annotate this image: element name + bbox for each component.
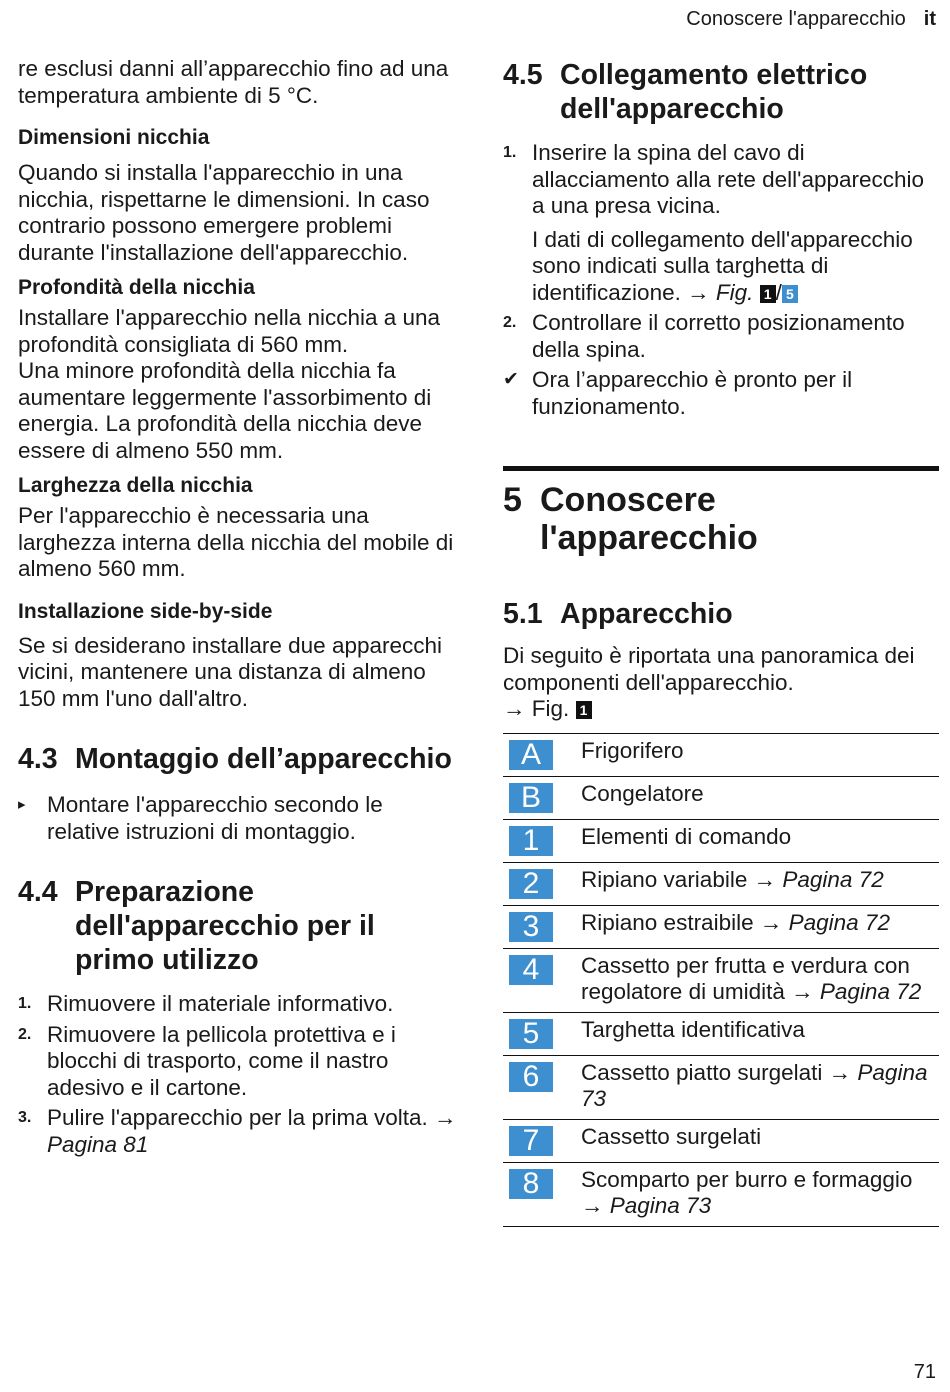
header-language: it (923, 8, 936, 30)
component-badge: 4 (509, 955, 553, 985)
component-badge: 7 (509, 1126, 553, 1156)
component-row (503, 949, 939, 1013)
component-description (581, 1017, 805, 1049)
chapter-rule (503, 466, 939, 471)
component-row (503, 1163, 939, 1227)
component-row (503, 1120, 939, 1163)
niche-dimensions-text: Quando si installa l'apparecchio in una nicchia, rispettarne le dimensioni. In caso contrario possono emergere problemi durante l'installazione dell'apparecchio. (18, 160, 430, 265)
figure-reference-link[interactable]: → Fig. (687, 279, 754, 305)
component-badge: 8 (509, 1169, 553, 1199)
step-item (503, 310, 939, 363)
niche-width-text: Per l'apparecchio è necessaria una larghezza interna della nicchia del mobile di almeno 560 mm. (18, 503, 454, 581)
step-text: Controllare il corretto posizionamento della spina. (532, 310, 905, 362)
section-number: 4.5 (503, 59, 543, 91)
page-reference-link[interactable]: → Pagina 72 (791, 979, 922, 1004)
component-badge: 1 (509, 826, 553, 856)
figure-separator: / (775, 279, 782, 305)
preparation-steps (18, 991, 458, 1158)
side-by-side-text: Se si desiderano installare due apparecchi vicini, mantenere una distanza di almeno 150 mm l'uno dall'altro. (18, 632, 443, 711)
page-reference-link[interactable]: → Pagina 72 (753, 866, 884, 892)
component-row (503, 1013, 939, 1056)
overview-intro-text: Di seguito è riportata una panoramica dei componenti dell'apparecchio. (503, 643, 915, 695)
component-badge: B (509, 783, 553, 813)
result-text: Ora l’apparecchio è pronto per il funzionamento. (532, 367, 853, 419)
components-table (503, 733, 939, 1227)
heading-chapter-5 (503, 481, 939, 557)
component-description (581, 781, 704, 813)
component-row (503, 820, 939, 863)
niche-depth-text: Installare l'apparecchio nella nicchia a una profondità consigliata di 560 mm. (18, 305, 441, 357)
step-item (18, 1105, 458, 1158)
component-description (581, 1167, 939, 1220)
component-badge: 2 (509, 869, 553, 899)
step-text: Pulire l'apparecchio per la prima volta. (47, 1105, 428, 1130)
section-number: 4.3 (18, 743, 58, 775)
step-text: Inserire la spina del cavo di allacciamento alla rete dell'apparecchio a una presa vicina. (532, 140, 925, 218)
page-reference-link[interactable]: → Pagina 81 (47, 1105, 457, 1157)
page-reference-link[interactable]: → Pagina 73 (581, 1059, 928, 1111)
step-subtext-text: I dati di collegamento dell'apparecchio sono indicati sulla targhetta di identificazione. (532, 226, 913, 305)
component-name: Scomparto per burro e formaggio (581, 1166, 913, 1192)
section-number: 4.4 (18, 876, 58, 908)
left-column (18, 56, 458, 1158)
component-description (581, 1124, 761, 1156)
component-description (581, 910, 890, 942)
section-title: Preparazione dell'apparecchio per il primo utilizzo (75, 876, 375, 976)
step-number: 3. (18, 1109, 32, 1126)
heading-niche-depth: Profondità della nicchia (18, 276, 255, 299)
component-description (581, 867, 884, 899)
heading-section-4-3 (18, 742, 458, 776)
component-row (503, 1056, 939, 1120)
triangle-bullet-icon: ▸ (18, 796, 26, 813)
step-item (503, 140, 939, 306)
component-description (581, 1060, 939, 1113)
heading-section-4-4 (18, 875, 458, 977)
figure-reference-link[interactable]: → Fig. (503, 696, 570, 721)
result-item (503, 367, 939, 420)
component-description (581, 824, 791, 856)
heading-niche-width: Larghezza della nicchia (18, 474, 253, 497)
component-description (581, 953, 939, 1006)
instruction-text: Montare l'apparecchio secondo le relative istruzioni di montaggio. (47, 792, 383, 844)
component-badge: 6 (509, 1062, 553, 1092)
chapter-title: Conoscere l'apparecchio (540, 481, 758, 557)
step-text-wrap (47, 1105, 458, 1158)
component-name: Congelatore (581, 780, 704, 806)
header-section-title: Conoscere l'apparecchio (686, 8, 906, 30)
step-number: 2. (18, 1025, 32, 1043)
figure-badge: 1 (576, 701, 592, 719)
component-row (503, 906, 939, 949)
page-number: 71 (913, 1361, 936, 1383)
component-row (503, 734, 939, 777)
heading-section-4-5 (503, 58, 939, 126)
section-title: Apparecchio (560, 598, 733, 630)
component-name: Ripiano estraibile (581, 909, 754, 935)
component-name: Cassetto piatto surgelati (581, 1059, 823, 1085)
heading-section-5-1 (503, 597, 939, 631)
component-name: Cassetto per frutta e verdura con regolatore di umidità (581, 952, 910, 1004)
figure-badge: 1 (760, 285, 776, 303)
component-name: Elementi di comando (581, 823, 792, 849)
figure-badge: 5 (782, 285, 798, 303)
component-badge: 3 (509, 912, 553, 942)
right-column (503, 58, 939, 1227)
component-row (503, 777, 939, 820)
running-header (686, 8, 936, 31)
section-title: Collegamento elettrico dell'apparecchio (560, 59, 868, 125)
step-number: 1. (18, 995, 32, 1012)
step-text: Rimuovere il materiale informativo. (47, 991, 394, 1016)
component-row (503, 863, 939, 906)
component-name: Ripiano variabile (581, 866, 748, 892)
connection-steps (503, 140, 939, 420)
component-badge: 5 (509, 1019, 553, 1049)
heading-side-by-side: Installazione side-by-side (18, 599, 273, 623)
step-item (18, 1022, 458, 1102)
instruction-bullet (18, 792, 458, 845)
step-number: 1. (503, 144, 517, 161)
overview-intro (503, 643, 939, 723)
component-name: Targhetta identificativa (581, 1016, 805, 1042)
page-reference-link[interactable]: → Pagina 72 (759, 909, 890, 935)
step-subtext (532, 227, 939, 307)
heading-niche-dimensions: Dimensioni nicchia (18, 126, 210, 149)
intro-paragraph: re esclusi danni all’apparecchio fino ad una temperatura ambiente di 5 °C. (18, 56, 449, 108)
page-reference-link[interactable]: → Pagina 73 (581, 1193, 712, 1218)
step-number: 2. (503, 314, 517, 331)
section-number: 5.1 (503, 598, 543, 630)
chapter-number: 5 (503, 481, 522, 519)
step-body (532, 140, 939, 306)
component-name: Cassetto surgelati (581, 1123, 762, 1149)
component-name: Frigorifero (581, 737, 684, 763)
step-text: Rimuovere la pellicola protettiva e i blocchi di trasporto, come il nastro adesivo e il cartone. (47, 1021, 396, 1100)
checkmark-icon: ✔ (503, 369, 519, 390)
component-description (581, 738, 684, 770)
niche-depth-text-2: Una minore profondità della nicchia fa aumentare leggermente l'assorbimento di energia. La profondità della nicchia deve essere di almeno 550 mm. (18, 358, 432, 463)
component-badge: A (509, 740, 553, 770)
section-title: Montaggio dell’apparecchio (75, 743, 452, 775)
step-item (18, 991, 458, 1018)
